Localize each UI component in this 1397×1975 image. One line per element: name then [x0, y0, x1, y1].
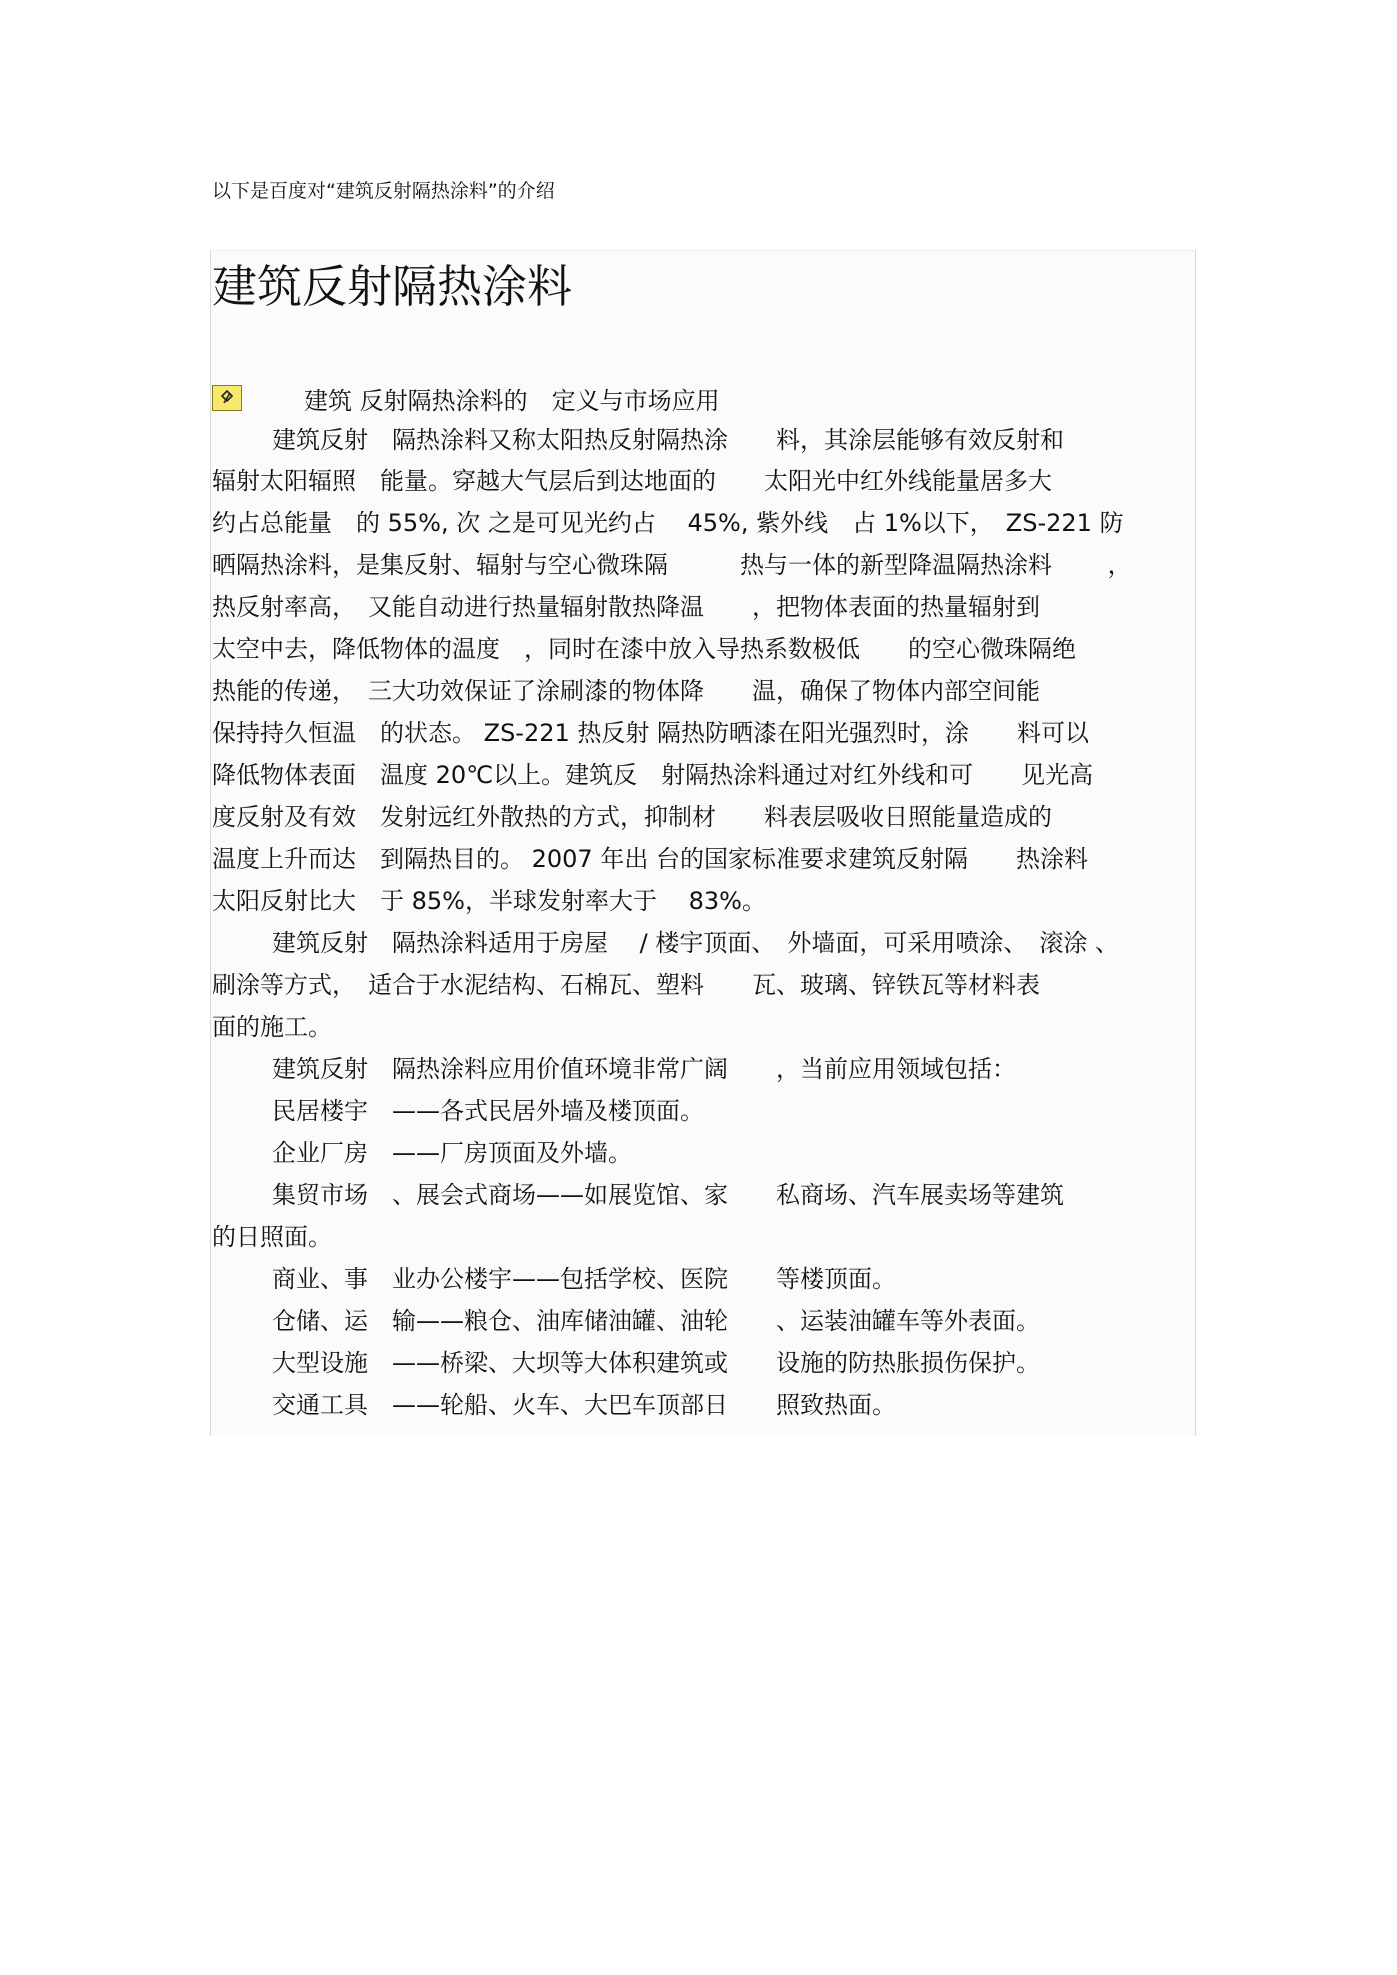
paragraph-line: 建筑反射 隔热涂料适用于房屋 / 楼宇顶面、 外墙面，可采用喷涂、 滚涂 、 — [272, 929, 1119, 957]
paragraph-line: 热能的传递， 三大功效保证了涂刷漆的物体降 温，确保了物体内部空间能 — [212, 677, 1040, 705]
document-link-icon[interactable] — [212, 385, 242, 411]
paragraph-line: 热反射率高， 又能自动进行热量辐射散热降温 ，把物体表面的热量辐射到 — [212, 593, 1040, 621]
list-item: 企业厂房 ——厂房顶面及外墙。 — [272, 1139, 632, 1167]
paragraph-line: 建筑反射 隔热涂料应用价值环境非常广阔 ，当前应用领域包括： — [272, 1055, 1016, 1083]
intro-text: 以下是百度对“建筑反射隔热涂料”的介绍 — [212, 180, 555, 202]
list-item: 大型设施 ——桥梁、大坝等大体积建筑或 设施的防热胀损伤保护。 — [272, 1349, 1040, 1377]
list-item: 商业、事 业办公楼宇——包括学校、医院 等楼顶面。 — [272, 1265, 896, 1293]
list-item: 民居楼宇 ——各式民居外墙及楼顶面。 — [272, 1097, 704, 1125]
section-heading-text: 建筑 反射隔热涂料的 定义与市场应用 — [304, 386, 720, 415]
paragraph-line: 刷涂等方式， 适合于水泥结构、石棉瓦、塑料 瓦、玻璃、锌铁瓦等材料表 — [212, 971, 1040, 999]
paragraph-line: 度反射及有效 发射远红外散热的方式，抑制材 料表层吸收日照能量造成的 — [212, 803, 1052, 831]
paragraph-line: 面的施工。 — [212, 1013, 332, 1041]
paragraph-line: 太阳反射比大 于 85%，半球发射率大于 83%。 — [212, 887, 766, 915]
paragraph-line: 降低物体表面 温度 20℃以上。建筑反 射隔热涂料通过对红外线和可 见光高 — [212, 761, 1094, 789]
list-item-continuation: 的日照面。 — [212, 1223, 332, 1251]
paragraph-line: 辐射太阳辐照 能量。穿越大气层后到达地面的 太阳光中红外线能量居多大 — [212, 467, 1052, 495]
paragraph-line: 温度上升而达 到隔热目的。 2007 年出 台的国家标准要求建筑反射隔 热涂料 — [212, 845, 1088, 873]
paragraph-line: 建筑反射 隔热涂料又称太阳热反射隔热涂 料，其涂层能够有效反射和 — [272, 426, 1064, 454]
paragraph-line: 晒隔热涂料，是集反射、辐射与空心微珠隔 热与一体的新型降温隔热涂料 ， — [212, 551, 1132, 579]
paragraph-line: 约占总能量 的 55%, 次 之是可见光约占 45%, 紫外线 占 1%以下， ZS-221 防 — [212, 509, 1124, 537]
article-title: 建筑反射隔热涂料 — [212, 260, 573, 313]
section-heading — [212, 381, 720, 415]
list-item: 集贸市场 、展会式商场——如展览馆、家 私商场、汽车展卖场等建筑 — [272, 1181, 1064, 1209]
list-item: 交通工具 ——轮船、火车、大巴车顶部日 照致热面。 — [272, 1391, 896, 1419]
paragraph-line: 太空中去，降低物体的温度 ，同时在漆中放入导热系数极低 的空心微珠隔绝 — [212, 635, 1076, 663]
paragraph-line: 保持持久恒温 的状态。 ZS-221 热反射 隔热防晒漆在阳光强烈时，涂 料可以 — [212, 719, 1090, 747]
list-item: 仓储、运 输——粮仓、油库储油罐、油轮 、运装油罐车等外表面。 — [272, 1307, 1040, 1335]
